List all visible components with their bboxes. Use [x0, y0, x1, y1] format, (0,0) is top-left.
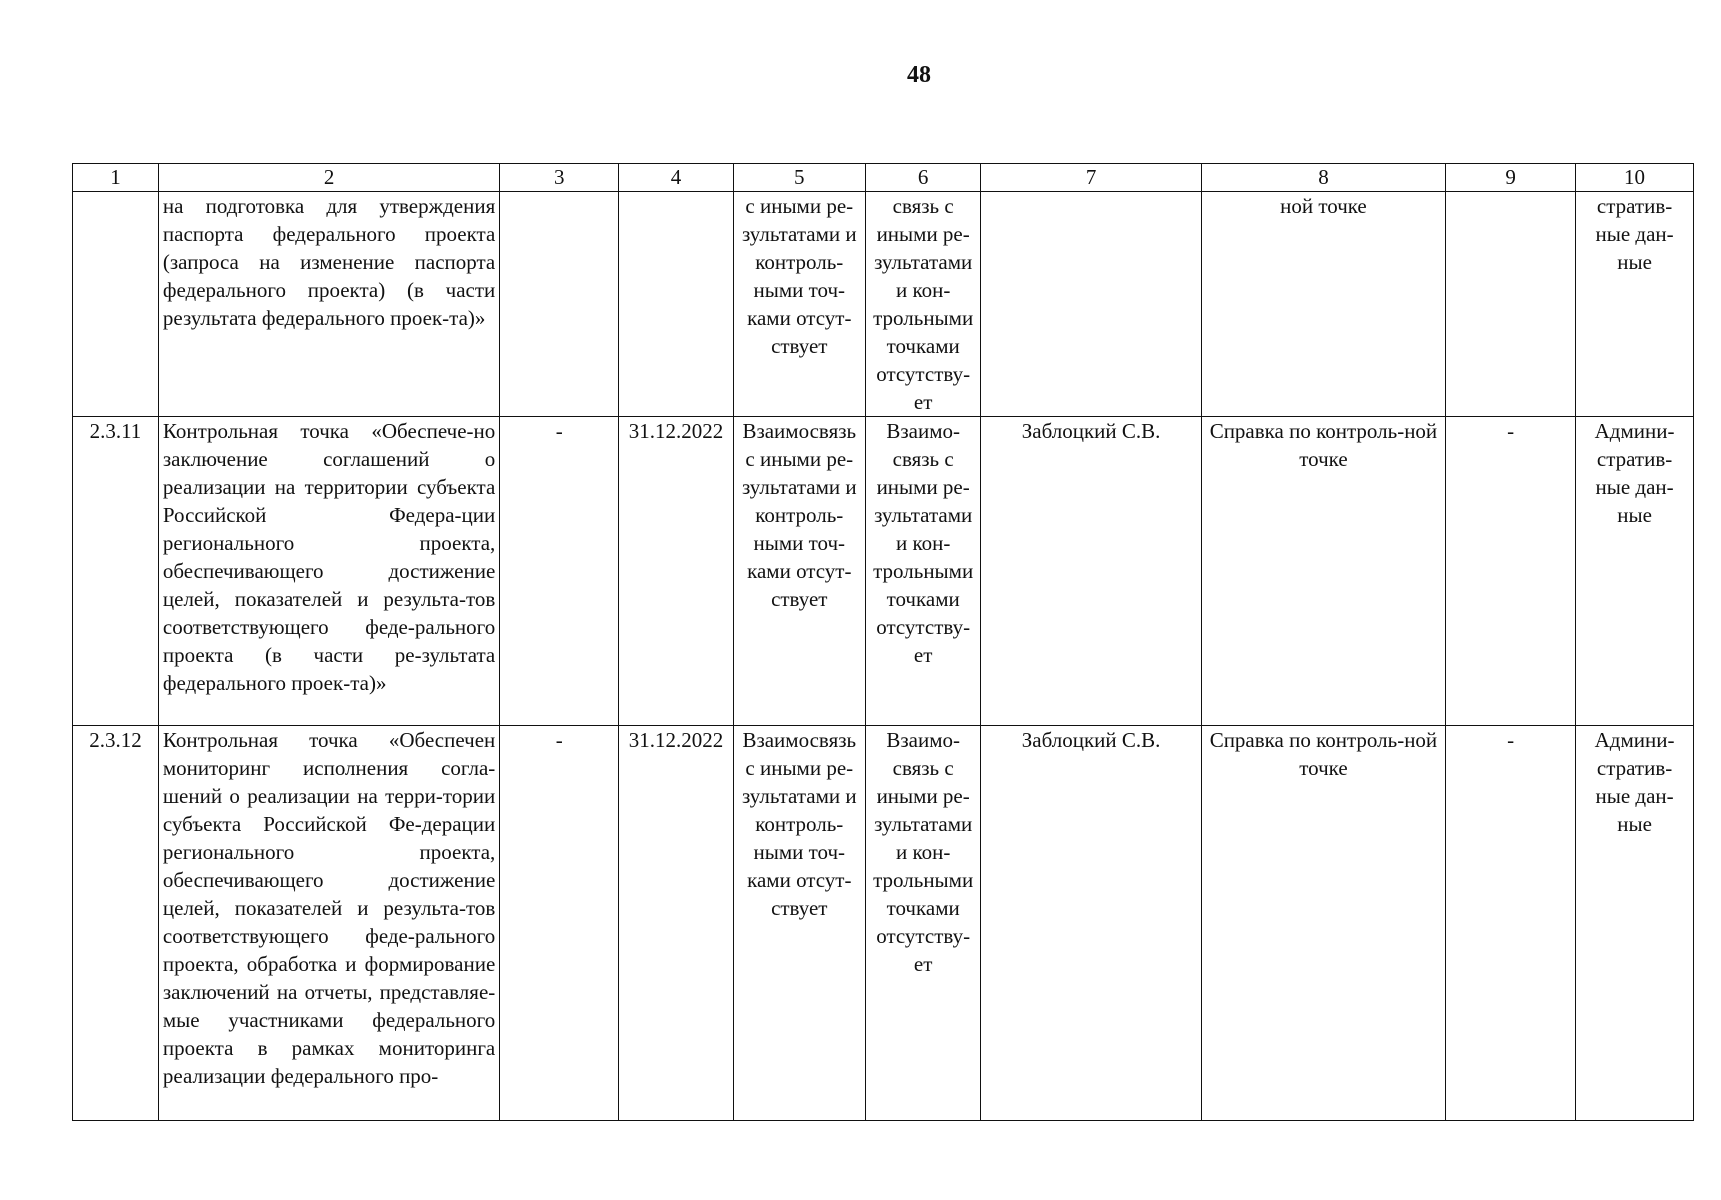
table-row — [73, 726, 1694, 1121]
relation-cell-alt: Взаимо-связь с иными ре-зультатами и кон-трольными точками отсутству-ет — [865, 726, 981, 1121]
control-point-name-cell: Контрольная точка «Обеспече-но заключение соглашений о реализации на территории субъекта Российской Федера-ции регионального проекта, обеспечивающего достижение целей, показателей и результа-тов соответствующего феде-рального проекта (в части ре-зультата федерального проек-та)» — [158, 417, 499, 726]
column-header-2: 2 — [158, 164, 499, 192]
column-header-10: 10 — [1576, 164, 1694, 192]
control-point-name-cell: на подготовка для утверждения паспорта федерального проекта (запроса на изменение паспорта федерального проекта) (в части результата федерального проек-та)» — [158, 192, 499, 417]
col9-cell: - — [1446, 417, 1576, 726]
relation-cell: с иными ре-зультатами и контроль-ными точ-ками отсут-ствует — [733, 192, 865, 417]
column-header-5: 5 — [733, 164, 865, 192]
document-type-cell: Справка по контроль-ной точке — [1201, 726, 1445, 1121]
page-number: 48 — [907, 62, 931, 88]
responsible-cell: Заблоцкий С.В. — [981, 726, 1201, 1121]
date-cell: 31.12.2022 — [619, 726, 734, 1121]
column-header-9: 9 — [1446, 164, 1576, 192]
row-number-cell — [73, 192, 159, 417]
data-source-cell: стратив-ные дан-ные — [1576, 192, 1694, 417]
table-header-row — [73, 164, 1694, 192]
date-cell: 31.12.2022 — [619, 417, 734, 726]
document-table — [72, 163, 1694, 1121]
document-type-cell: Справка по контроль-ной точке — [1201, 417, 1445, 726]
col9-cell — [1446, 192, 1576, 417]
row-number-cell: 2.3.11 — [73, 417, 159, 726]
col3-cell — [500, 192, 619, 417]
relation-cell: Взаимосвязь с иными ре-зультатами и контроль-ными точ-ками отсут-ствует — [733, 726, 865, 1121]
relation-cell: Взаимосвязь с иными ре-зультатами и контроль-ными точ-ками отсут-ствует — [733, 417, 865, 726]
column-header-7: 7 — [981, 164, 1201, 192]
data-source-cell: Админи-стратив-ные дан-ные — [1576, 726, 1694, 1121]
col3-cell: - — [500, 726, 619, 1121]
col3-cell: - — [500, 417, 619, 726]
document-type-cell: ной точке — [1201, 192, 1445, 417]
table-row — [73, 417, 1694, 726]
data-source-cell: Админи-стратив-ные дан-ные — [1576, 417, 1694, 726]
col9-cell: - — [1446, 726, 1576, 1121]
column-header-4: 4 — [619, 164, 734, 192]
row-number-cell: 2.3.12 — [73, 726, 159, 1121]
column-header-6: 6 — [865, 164, 981, 192]
responsible-cell: Заблоцкий С.В. — [981, 417, 1201, 726]
column-header-8: 8 — [1201, 164, 1445, 192]
relation-cell-alt: Взаимо-связь с иными ре-зультатами и кон-трольными точками отсутству-ет — [865, 417, 981, 726]
control-point-name-cell: Контрольная точка «Обеспечен мониторинг исполнения согла-шений о реализации на терри-тории субъекта Российской Фе-дерации регионального проекта, обеспечивающего достижение целей, показателей и результа-тов соответствующего феде-рального проекта, обработка и формирование заключений на отчеты, представляе-мые участниками федерального проекта в рамках мониторинга реализации федерального про- — [158, 726, 499, 1121]
column-header-3: 3 — [500, 164, 619, 192]
column-header-1: 1 — [73, 164, 159, 192]
table-row — [73, 192, 1694, 417]
date-cell — [619, 192, 734, 417]
relation-cell-alt: связь с иными ре-зультатами и кон-трольными точками отсутству-ет — [865, 192, 981, 417]
responsible-cell — [981, 192, 1201, 417]
